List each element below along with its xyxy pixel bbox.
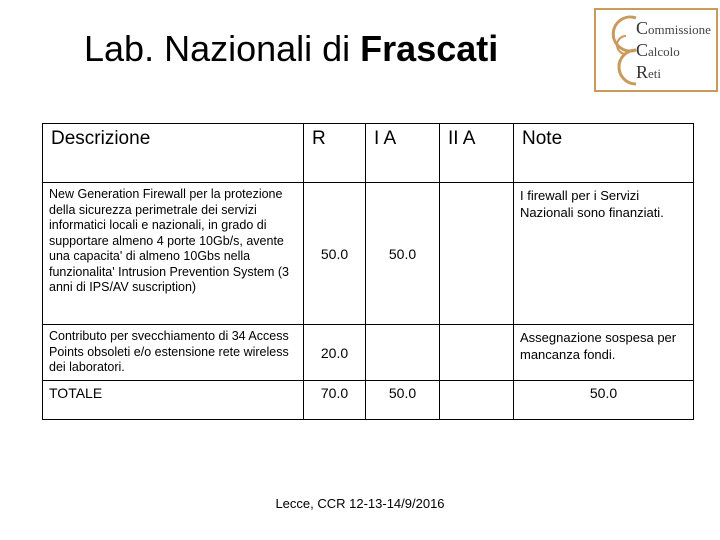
logo-line-2: Calcolo bbox=[636, 40, 680, 60]
total-r: 70.0 bbox=[304, 381, 366, 420]
row-ia bbox=[366, 325, 440, 381]
row-note: Assegnazione sospesa per mancanza fondi. bbox=[514, 325, 694, 381]
header-ia: I A bbox=[366, 124, 440, 183]
header-iia: II A bbox=[440, 124, 514, 183]
total-note: 50.0 bbox=[514, 381, 694, 420]
total-row bbox=[43, 381, 694, 420]
row-iia bbox=[440, 325, 514, 381]
table-row bbox=[43, 325, 694, 381]
page-title bbox=[84, 28, 498, 70]
table-row bbox=[43, 183, 694, 325]
header-r: R bbox=[304, 124, 366, 183]
title-bold: Frascati bbox=[360, 28, 499, 69]
row-descrizione: Contributo per svecchiamento di 34 Access Points obsoleti e/o estensione rete wireless dei laboratori. bbox=[43, 325, 304, 381]
row-note: I firewall per i Servizi Nazionali sono finanziati. bbox=[514, 183, 694, 325]
header-row bbox=[43, 124, 694, 183]
header-descrizione: Descrizione bbox=[43, 124, 304, 183]
ccr-logo bbox=[594, 8, 718, 92]
row-r: 20.0 bbox=[304, 325, 366, 381]
logo-line-3: Reti bbox=[636, 62, 662, 82]
total-iia bbox=[440, 381, 514, 420]
row-r: 50.0 bbox=[304, 183, 366, 325]
row-ia: 50.0 bbox=[366, 183, 440, 325]
budget-table bbox=[42, 123, 694, 420]
total-ia: 50.0 bbox=[366, 381, 440, 420]
logo-line-1: Commissione bbox=[636, 18, 711, 38]
row-iia bbox=[440, 183, 514, 325]
row-descrizione: New Generation Firewall per la protezione della sicurezza perimetrale dei servizi informatici locali e nazionali, in grado di supportare almeno 4 porte 10Gb/s, avente una capacita' di almeno 10Gbs nella funzionalita' Intrusion Prevention System (3 anni di IPS/AV suscription) bbox=[43, 183, 304, 325]
header-note: Note bbox=[514, 124, 694, 183]
title-prefix: Lab. Nazionali di bbox=[84, 28, 361, 69]
total-label: TOTALE bbox=[43, 381, 304, 420]
footer: Lecce, CCR 12-13-14/9/2016 bbox=[275, 496, 445, 511]
